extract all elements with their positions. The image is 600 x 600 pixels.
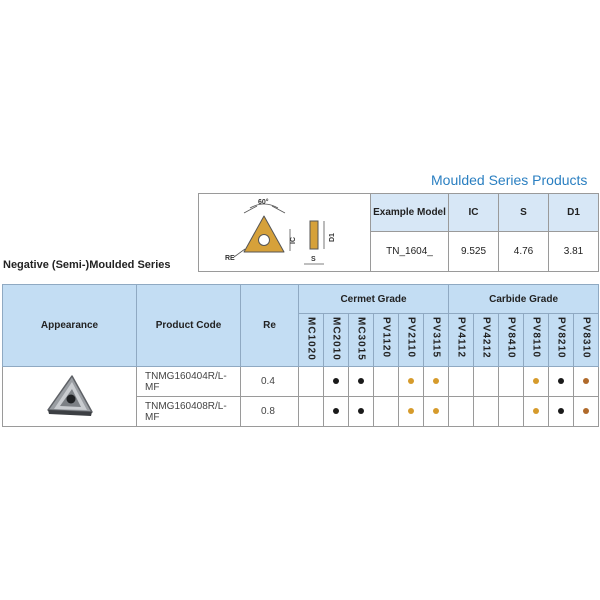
spec-header-s: S (499, 194, 549, 232)
header-carbide-grade: Carbide Grade (449, 285, 599, 314)
spec-header-model: Example Model (371, 194, 449, 232)
insert-hole (258, 235, 269, 246)
grade-cell (449, 397, 474, 427)
spec-value-d1: 3.81 (549, 232, 599, 272)
grade-header: PV3115 (424, 314, 449, 367)
grade-header: PV4112 (449, 314, 474, 367)
grade-cell (499, 367, 524, 397)
d1-label: D1 (328, 233, 336, 242)
product-code: TNMG160404R/L-MF (137, 367, 241, 397)
grade-header: PV1120 (374, 314, 399, 367)
side-view-shape (310, 221, 318, 249)
grade-header: MC3015 (349, 314, 374, 367)
grade-header: MC1020 (299, 314, 324, 367)
product-code: TNMG160408R/L-MF (137, 397, 241, 427)
insert-diagram (199, 194, 371, 272)
grade-cell (499, 397, 524, 427)
grade-cell (549, 367, 574, 397)
black-dot-icon (558, 378, 564, 384)
grade-cell (549, 397, 574, 427)
grade-header: PV4212 (474, 314, 499, 367)
grade-cell (299, 367, 324, 397)
grade-cell (449, 367, 474, 397)
spec-header-ic: IC (449, 194, 499, 232)
gold-dot-icon (408, 408, 414, 414)
spec-value-s: 4.76 (499, 232, 549, 272)
grade-cell (399, 397, 424, 427)
brown-dot-icon (583, 408, 589, 414)
grade-cell (524, 367, 549, 397)
series-heading: Moulded Series Products (431, 172, 588, 188)
grade-cell (424, 397, 449, 427)
gold-dot-icon (433, 378, 439, 384)
grade-cell (474, 367, 499, 397)
grade-cell (574, 367, 599, 397)
grade-cell (299, 397, 324, 427)
black-dot-icon (333, 408, 339, 414)
grade-cell (349, 367, 374, 397)
header-appearance: Appearance (3, 285, 137, 367)
angle-label: 60° (257, 199, 269, 206)
gold-dot-icon (533, 408, 539, 414)
grade-header: PV8110 (524, 314, 549, 367)
grade-header: PV2110 (399, 314, 424, 367)
grade-header: PV8210 (549, 314, 574, 367)
insert-diagram-svg (200, 194, 370, 268)
black-dot-icon (358, 378, 364, 384)
spec-table (198, 193, 599, 272)
grade-cell (374, 367, 399, 397)
grade-cell (474, 397, 499, 427)
grade-header: MC2010 (324, 314, 349, 367)
product-table (2, 284, 599, 427)
header-cermet-grade: Cermet Grade (299, 285, 449, 314)
black-dot-icon (333, 378, 339, 384)
header-re: Re (241, 285, 299, 367)
insert-photo-icon (42, 372, 98, 418)
grade-header: PV8410 (499, 314, 524, 367)
grade-cell (424, 367, 449, 397)
re-value: 0.8 (241, 397, 299, 427)
grade-cell (374, 397, 399, 427)
black-dot-icon (358, 408, 364, 414)
black-dot-icon (558, 408, 564, 414)
brown-dot-icon (583, 378, 589, 384)
gold-dot-icon (433, 408, 439, 414)
grade-cell (349, 397, 374, 427)
grade-cell (524, 397, 549, 427)
ic-label: IC (289, 237, 297, 244)
grade-cell (574, 397, 599, 427)
grade-cell (324, 367, 349, 397)
header-product-code: Product Code (137, 285, 241, 367)
re-label: RE (224, 255, 235, 262)
re-value: 0.4 (241, 367, 299, 397)
gold-dot-icon (533, 378, 539, 384)
s-label: S (310, 256, 316, 263)
section-title: Negative (Semi-)Moulded Series (3, 259, 171, 271)
insert-photo (3, 367, 137, 427)
spec-value-ic: 9.525 (449, 232, 499, 272)
spec-value-model: TN_1604_ (371, 232, 449, 272)
grade-cell (399, 367, 424, 397)
spec-header-d1: D1 (549, 194, 599, 232)
gold-dot-icon (408, 378, 414, 384)
table-row (3, 367, 599, 397)
grade-header: PV8310 (574, 314, 599, 367)
grade-cell (324, 397, 349, 427)
